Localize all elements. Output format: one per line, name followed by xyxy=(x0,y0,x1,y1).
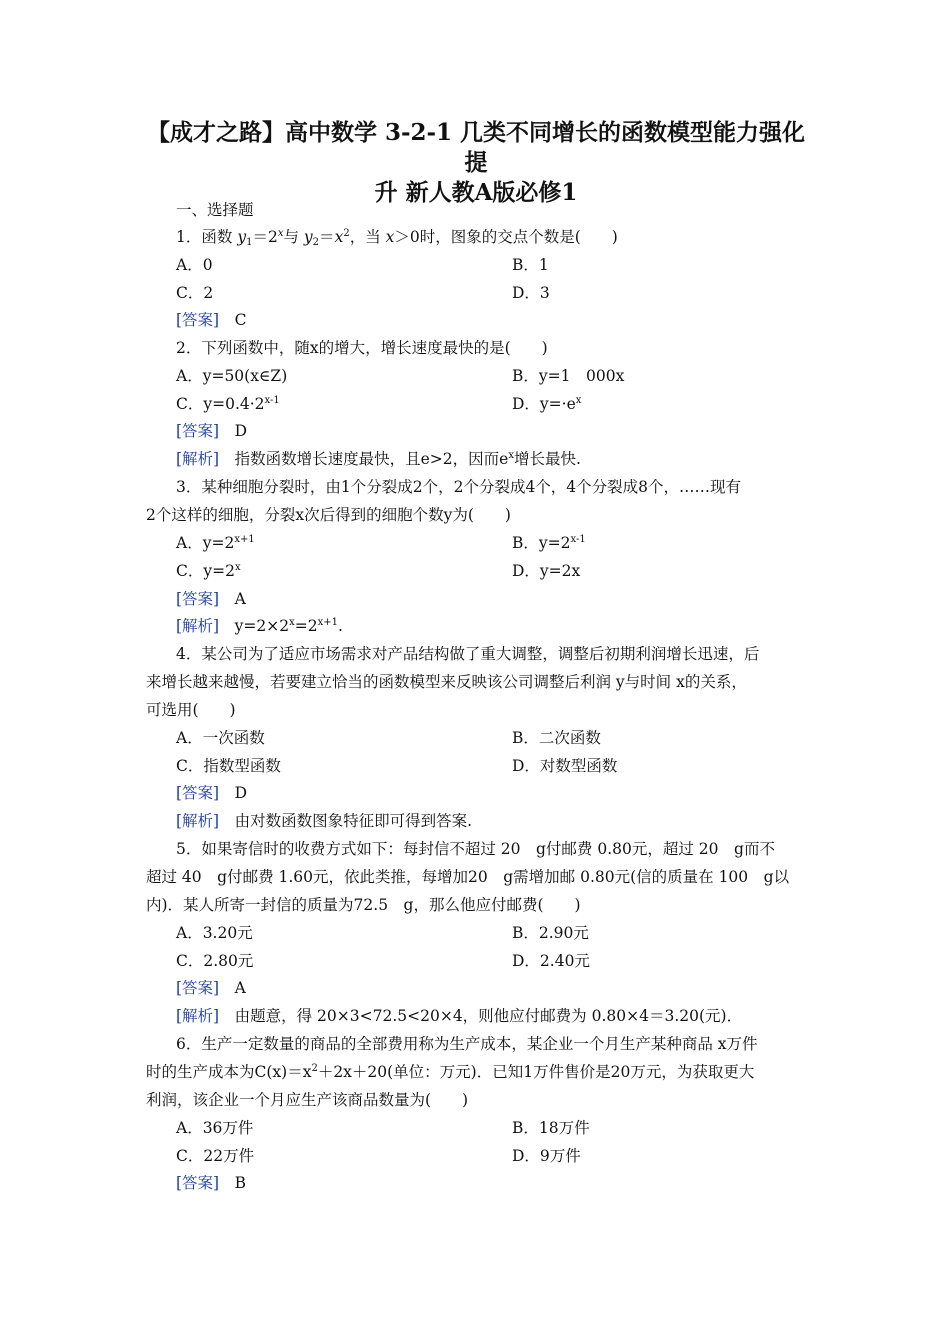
q2-option-c-exp: x-1 xyxy=(264,395,280,406)
q5-option-c: C．2.80元 xyxy=(176,952,254,970)
q4-stem-line-2: 来增长越来越慢，若要建立恰当的函数模型来反映该公司调整后利润 y与时间 x的关系， xyxy=(146,673,747,691)
q6-option-a: A．36万件 xyxy=(176,1119,254,1137)
q3-option-c xyxy=(176,561,241,581)
q2-stem: 2．下列函数中，随x的增大，增长速度最快的是( ) xyxy=(176,339,548,357)
q3-option-a xyxy=(176,533,255,553)
q3-stem-line-1: 3．某种细胞分裂时，由1个分裂成2个，2个分裂成4个，4个分裂成8个，……现有 xyxy=(176,478,742,496)
q2-option-d-text: D．y=·e xyxy=(512,395,576,413)
q1-option-d: D．3 xyxy=(512,284,550,302)
q3-option-d: D．y=2x xyxy=(512,562,581,580)
q1-answer xyxy=(176,310,844,330)
q4-option-d: D．对数型函数 xyxy=(512,757,618,775)
q1-option-c: C．2 xyxy=(176,284,214,302)
title-line-1: 【成才之路】高中数学 3-2-1 几类不同增长的函数模型能力强化提 xyxy=(146,119,806,176)
q6-answer xyxy=(176,1173,844,1193)
analysis-tag: [解析] xyxy=(176,450,220,468)
q4-stem-line-3: 可选用( ) xyxy=(146,701,236,719)
answer-tag: [答案] xyxy=(176,422,220,440)
q4-analysis xyxy=(176,811,844,831)
q2-option-c-text: C．y=0.4·2 xyxy=(176,395,265,413)
q6-option-c: C．22万件 xyxy=(176,1147,255,1165)
q5-option-a: A．3.20元 xyxy=(176,924,253,942)
q3-analysis-exp-1: x xyxy=(289,617,295,628)
q1-answer-value: C xyxy=(234,311,247,329)
q3-analysis-b: =2 xyxy=(294,617,318,635)
answer-tag: [答案] xyxy=(176,311,220,329)
q6-stem-2-exp: 2 xyxy=(311,1063,318,1074)
q1-option-a: A．0 xyxy=(176,256,213,274)
q6-stem-2-b: ＋2x＋20(单位：万元)．已知1万件售价是20万元，为获取更大 xyxy=(317,1063,755,1081)
q4-answer xyxy=(176,783,844,803)
q6-stem-2-a: 时的生产成本为C(x)＝x xyxy=(146,1063,312,1081)
analysis-tag: [解析] xyxy=(176,812,220,830)
q5-stem-line-3: 内)．某人所寄一封信的质量为72.5 g，那么他应付邮费( ) xyxy=(146,896,581,914)
q3-option-c-exp: x xyxy=(234,562,241,573)
q4-option-b: B．二次函数 xyxy=(512,729,601,747)
q3-option-a-exp: x+1 xyxy=(234,534,255,545)
q2-option-a: A．y=50(x∈Z) xyxy=(176,367,288,385)
q5-stem-line-2: 超过 40 g付邮费 1.60元，依此类推，每增加20 g需增加邮 0.80元(信的质量在 100 g以 xyxy=(146,868,790,886)
q1-option-b: B．1 xyxy=(512,256,549,274)
q3-option-b xyxy=(512,533,586,553)
q2-analysis-text-a: 指数函数增长速度最快，且e>2，因而e xyxy=(234,450,509,468)
q2-option-b: B．y=1 000x xyxy=(512,367,625,385)
q2-option-c xyxy=(176,394,280,414)
q6-answer-value: B xyxy=(234,1174,247,1192)
q3-option-b-text: B．y=2 xyxy=(512,534,571,552)
q3-analysis-c: . xyxy=(337,617,343,635)
q2-answer-value: D xyxy=(234,422,248,440)
q5-answer-value: A xyxy=(234,979,246,997)
answer-tag: [答案] xyxy=(176,784,220,802)
q3-stem-line-2: 2个这样的细胞，分裂x次后得到的细胞个数y为( ) xyxy=(146,506,511,524)
q4-analysis-text: 由对数函数图象特征即可得到答案. xyxy=(234,812,473,830)
q2-option-d-exp: x xyxy=(575,395,582,406)
q5-analysis xyxy=(176,1006,844,1026)
q5-answer xyxy=(176,978,844,998)
q5-option-b: B．2.90元 xyxy=(512,924,589,942)
q1-stem: 1．函数 $y_1=2^x$与 $y_2=x^2$，当 x＞0时，图象的交点个数是( ) xyxy=(176,228,618,248)
document-title xyxy=(146,118,806,208)
q6-stem-line-3: 利润，该企业一个月应生产该商品数量为( ) xyxy=(146,1091,469,1109)
answer-tag: [答案] xyxy=(176,1174,220,1192)
q3-option-a-text: A．y=2 xyxy=(176,534,235,552)
q2-analysis-text-b: 增长最快. xyxy=(513,450,581,468)
q3-analysis-exp-2: x+1 xyxy=(317,617,338,628)
q3-analysis-a: y=2×2 xyxy=(234,617,290,635)
answer-tag: [答案] xyxy=(176,590,220,608)
q3-analysis xyxy=(176,616,844,636)
q6-stem-line-1: 6．生产一定数量的商品的全部费用称为生产成本，某企业一个月生产某种商品 x万件 xyxy=(176,1035,758,1053)
analysis-tag: [解析] xyxy=(176,617,220,635)
q6-stem-line-2 xyxy=(146,1062,814,1082)
q3-option-c-text: C．y=2 xyxy=(176,562,235,580)
q3-answer-value: A xyxy=(234,590,246,608)
analysis-tag: [解析] xyxy=(176,1007,220,1025)
q2-analysis-exp: x xyxy=(508,450,514,461)
q2-analysis xyxy=(176,449,844,469)
q5-stem-line-1: 5．如果寄信时的收费方式如下：每封信不超过 20 g付邮费 0.80元，超过 20 g而不 xyxy=(176,840,775,858)
answer-tag: [答案] xyxy=(176,979,220,997)
title-line-2: 升 新人教A版必修1 xyxy=(374,179,578,206)
q4-option-c: C．指数型函数 xyxy=(176,757,281,775)
q4-stem-line-1: 4．某公司为了适应市场需求对产品结构做了重大调整，调整后初期利润增长迅速，后 xyxy=(176,645,760,663)
q2-option-d xyxy=(512,394,581,414)
q3-option-b-exp: x-1 xyxy=(570,534,586,545)
q5-analysis-text: 由题意，得 20×3<72.5<20×4，则他应付邮费为 0.80×4＝3.20(元)． xyxy=(234,1007,743,1025)
q4-option-a: A．一次函数 xyxy=(176,729,265,747)
q6-option-b: B．18万件 xyxy=(512,1119,590,1137)
q1-number: 1． xyxy=(176,228,202,246)
q6-option-d: D．9万件 xyxy=(512,1147,581,1165)
q4-answer-value: D xyxy=(234,784,248,802)
section-heading: 一、选择题 xyxy=(176,201,254,219)
q5-option-d: D．2.40元 xyxy=(512,952,590,970)
q2-answer xyxy=(176,421,844,441)
q3-answer xyxy=(176,589,844,609)
